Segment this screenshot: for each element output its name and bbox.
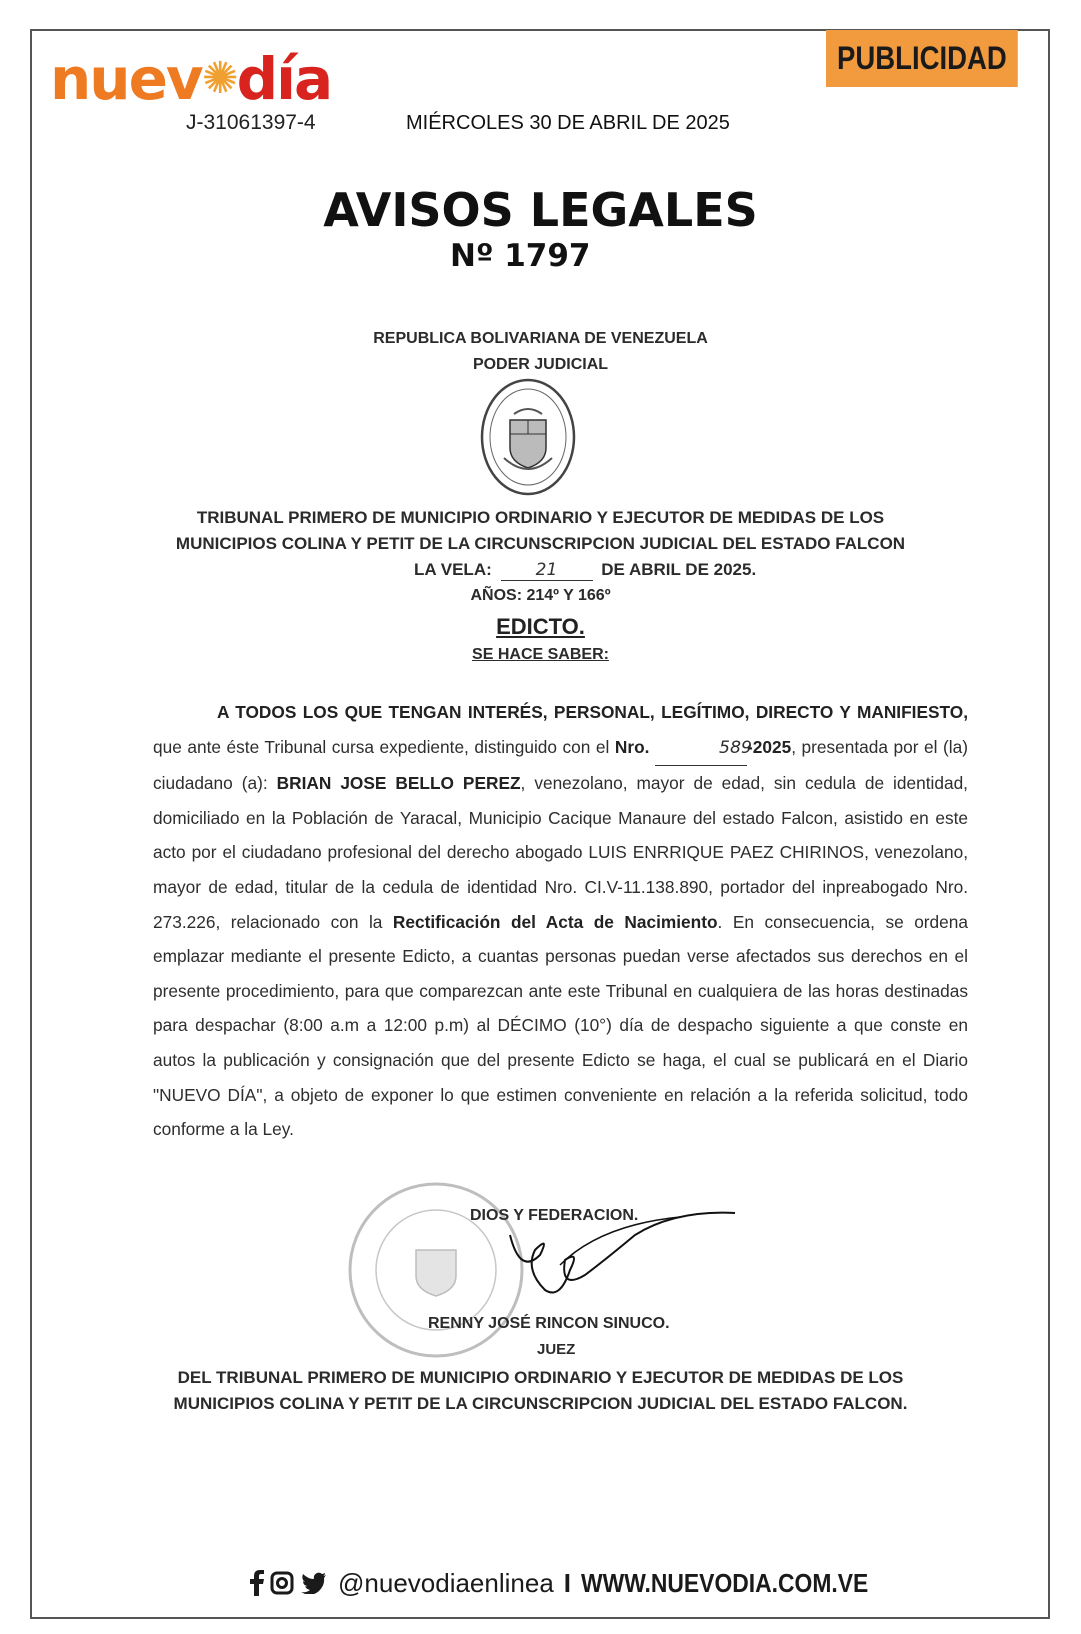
newspaper-logo: nuev✺día bbox=[50, 45, 332, 113]
website-link[interactable]: WWW.NUEVODIA.COM.VE bbox=[581, 1567, 869, 1598]
rif-number: J-31061397-4 bbox=[186, 111, 316, 134]
sun-icon: ✺ bbox=[201, 53, 237, 104]
issue-date: MIÉRCOLES 30 DE ABRIL DE 2025 bbox=[406, 112, 730, 134]
body-intro: A TODOS LOS QUE TENGAN INTERÉS, PERSONAL, LEGÍTIMO, DIRECTO Y MANIFIESTO, bbox=[217, 702, 968, 722]
dios-y-federacion: DIOS Y FEDERACION. bbox=[470, 1207, 639, 1224]
facebook-icon bbox=[250, 1570, 264, 1596]
heading-poder-judicial: PODER JUDICIAL bbox=[472, 356, 609, 373]
tribunal-line-1: TRIBUNAL PRIMERO DE MUNICIPIO ORDINARIO Y EJECUTOR DE MEDIDAS DE LOS bbox=[196, 508, 885, 527]
judge-title: JUEZ bbox=[537, 1341, 576, 1358]
anos-line: AÑOS: 214º Y 166º bbox=[470, 587, 611, 604]
handwritten-case-number: 589 bbox=[655, 731, 747, 767]
issue-number: Nº 1797 bbox=[450, 238, 591, 274]
handwritten-day: 21 bbox=[501, 560, 593, 581]
social-handle: @nuevodiaenlinea bbox=[338, 1567, 554, 1598]
subject: Rectificación del Acta de Nacimiento bbox=[392, 911, 718, 932]
closing-tribunal-line-1: DEL TRIBUNAL PRIMERO DE MUNICIPIO ORDINARIO Y EJECUTOR DE MEDIDAS DE LOS bbox=[177, 1368, 904, 1387]
tribunal-line-2: MUNICIPIOS COLINA Y PETIT DE LA CIRCUNSCRIPCION JUDICIAL DEL ESTADO FALCON bbox=[175, 534, 906, 553]
twitter-icon bbox=[300, 1572, 326, 1594]
heading-republic: REPUBLICA BOLIVARIANA DE VENEZUELA bbox=[373, 330, 708, 347]
edict-body: A TODOS LOS QUE TENGAN INTERÉS, PERSONAL, LEGÍTIMO, DIRECTO Y MANIFIESTO, que ante éste Tribunal cursa expediente, distinguido con el Nro. 589-2025, presentada por el (la) ciudadano (a): BRIAN JOSE BELLO PEREZ, venezolano, mayor de edad, sin cedula de identidad, domiciliado en la Población de Yaracal, Municipio Cacique Manaure del estado Falcon, asistido en este acto por el ciudadano profesional del derecho abogado LUIS ENRRIQUE PAEZ CHIRINOS, venezolano, mayor de edad, titular de la cedula de identidad Nro. CI.V-11.138.890, portador del inpreabogado Nro. 273.226, relacionado con la Rectificación del Acta de Nacimiento. En consecuencia, se ordena emplazar mediante el presente Edicto, a cuantas personas puedan verse afectados sus derechos en el presente procedimiento, para que comparezcan ante este Tribunal en cualquiera de las horas destinadas para despachar (8:00 a.m a 12:00 p.m) al DÉCIMO (10°) día de despacho siguiente a que conste en autos la publicación y consignación que del presente Edicto se haga, el cual se publicará en el Diario "NUEVO DÍA", a objeto de exponer lo que estimen conveniente en relación a la referida solicitud, todo conforme a la Ley. bbox=[153, 702, 968, 1140]
instagram-icon bbox=[270, 1571, 294, 1595]
judge-signature bbox=[500, 1205, 760, 1315]
se-hace-saber: SE HACE SABER: bbox=[472, 646, 609, 663]
judge-name: RENNY JOSÉ RINCON SINUCO. bbox=[428, 1315, 670, 1332]
coat-of-arms-seal bbox=[480, 378, 576, 496]
footer-separator: I bbox=[563, 1567, 572, 1598]
edicto-heading: EDICTO. bbox=[496, 614, 585, 639]
footer-bar bbox=[250, 1563, 907, 1603]
publicidad-badge: PUBLICIDAD bbox=[826, 30, 1018, 87]
closing-tribunal-line-2: MUNICIPIOS COLINA Y PETIT DE LA CIRCUNSCRIPCION JUDICIAL DEL ESTADO FALCON. bbox=[173, 1394, 908, 1413]
person-name: BRIAN JOSE BELLO PEREZ bbox=[276, 773, 521, 794]
page-title: AVISOS LEGALES bbox=[323, 183, 758, 237]
dateline: LA VELA: 21 DE ABRIL DE 2025. bbox=[414, 560, 757, 580]
